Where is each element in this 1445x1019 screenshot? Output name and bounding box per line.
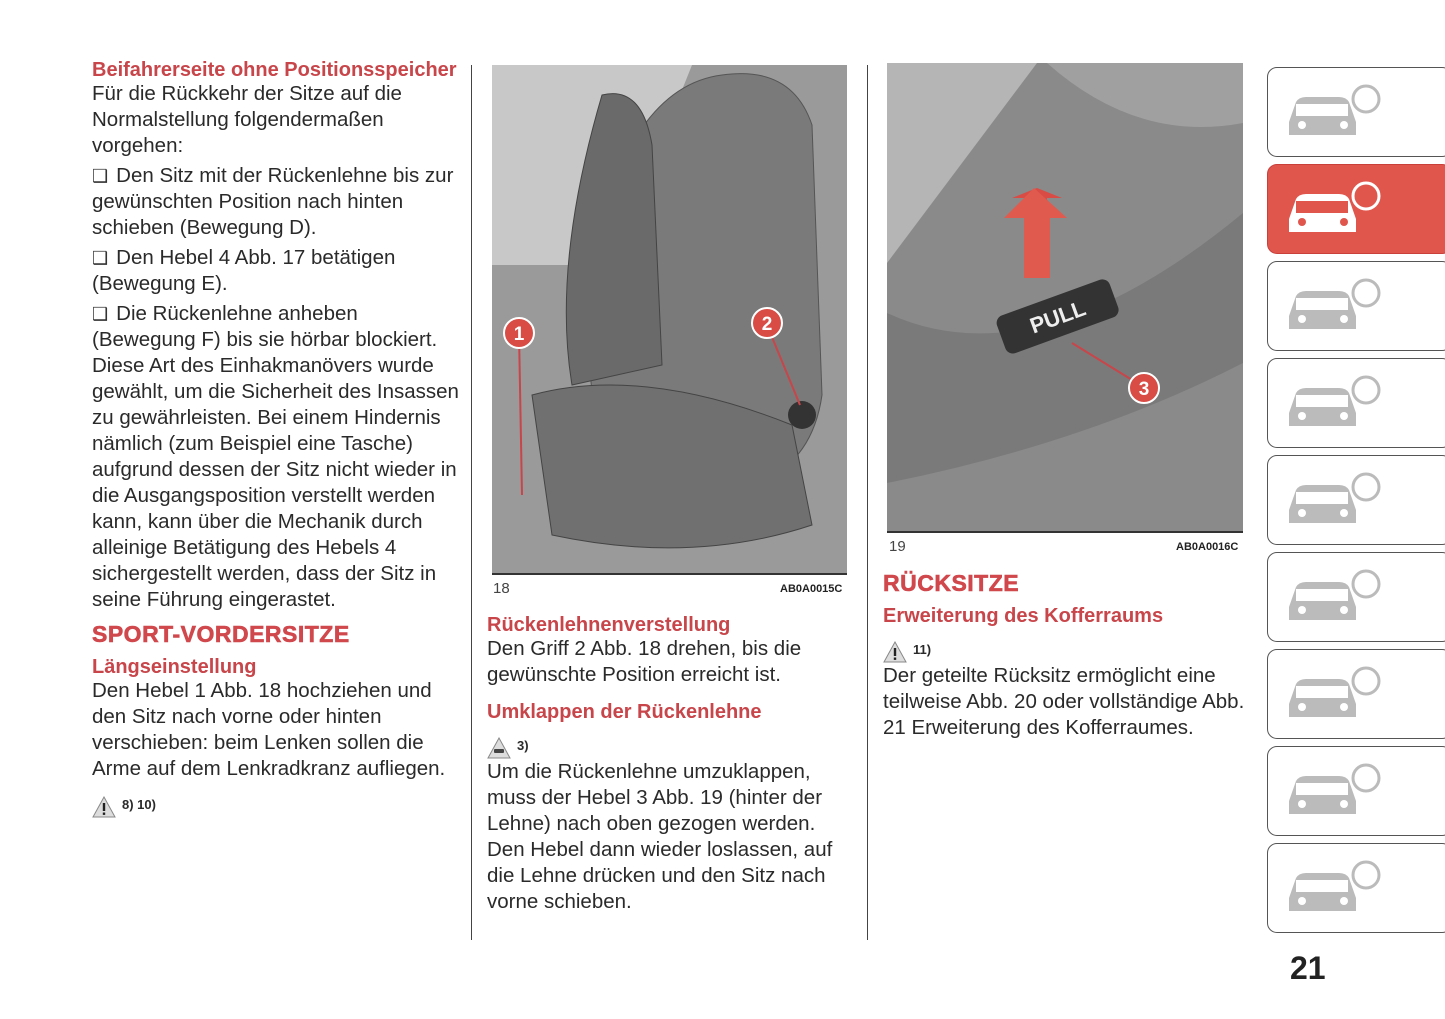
seat-warning-icon [487,737,511,759]
intro-text: Für die Rückkehr der Sitze auf die Normalstellung folgendermaßen vorgehen: [92,82,402,157]
specs-gear-icon [1284,756,1384,826]
figure-18-code: AB0A0015C [780,583,843,595]
note-ref: 11) [913,642,932,657]
figure-18-number: 18 [493,580,510,597]
chapter-tab[interactable] [1267,67,1445,157]
para-laengseinstellung: Den Hebel 1 Abb. 18 hochziehen und den Sitz nach vorne oder hinten verschieben: beim Lenken sollen die Arme auf dem Lenkradkranz aufliegen. [92,679,446,780]
chapter-tab[interactable] [1267,552,1445,642]
heading-umklappen: Umklappen der Rückenlehne [487,701,762,723]
heading-beifahrerseite: Beifahrerseite ohne Positionsspeicher [92,59,457,81]
para-umklappen: Um die Rückenlehne umzuklappen, muss der Hebel 3 Abb. 19 (hinter der Lehne) nach oben gezogen werden. Den Hebel dann wieder loslassen, auf die Lehne drücken und den Sitz nach vorne schieben. [487,760,833,913]
chapter-tab[interactable] [1267,164,1445,254]
figure-19-pull-lever-image [887,63,1243,533]
chapter-tab[interactable] [1267,455,1445,545]
callout-2: 2 [761,314,773,335]
para-erweiterung: Der geteilte Rücksitz ermöglicht eine teilweise Abb. 20 oder vollständige Abb. 21 Erweiterung des Kofferraumes. [883,664,1245,739]
index-search-icon [1284,853,1384,923]
figure-19-number: 19 [889,538,906,555]
car-service-icon [1284,659,1384,729]
column-1 [92,60,462,818]
chapter-tab[interactable] [1267,261,1445,351]
car-warning-icon [1284,562,1384,632]
seat-note [487,733,857,759]
chapter-tab[interactable] [1267,358,1445,448]
note-ref: 8) 10) [122,797,156,812]
bullet-item: ❑ Den Hebel 4 Abb. 17 betätigen (Bewegung E). [92,245,462,297]
warning-icon [883,641,907,663]
note-ref: 3) [517,738,529,753]
para-rueckenlehnenverstellung: Den Griff 2 Abb. 18 drehen, bis die gewünschte Position erreicht ist. [487,637,802,686]
page-number: 21 [1290,950,1326,986]
warning-icon [92,796,116,818]
warning-note [883,637,1253,663]
callout-1: 1 [513,324,525,345]
column-divider [471,65,472,940]
chapter-tab[interactable] [1267,843,1445,933]
heading-laengseinstellung: Längseinstellung [92,656,257,678]
car-search-icon [1284,77,1384,147]
pull-label: PULL [1026,295,1090,339]
callout-3: 3 [1138,379,1150,400]
warning-note [92,792,462,818]
chapter-tab[interactable] [1267,746,1445,836]
column-3 [883,570,1253,745]
section-title-sport-vordersitze: SPORT-VORDERSITZE [92,621,350,647]
key-steering-icon [1284,465,1384,535]
column-divider [867,65,868,940]
column-2 [487,615,857,919]
heading-erweiterung: Erweiterung des Kofferraums [883,605,1164,627]
lights-message-icon [1284,271,1384,341]
car-info-icon [1284,174,1384,244]
section-title-ruecksitze: RÜCKSITZE [883,570,1020,596]
heading-rueckenlehnenverstellung: Rückenlehnenverstellung [487,614,731,636]
bullet-item: ❑ Den Sitz mit der Rückenlehne bis zur gewünschten Position nach hinten schieben (Bewegung D). [92,163,462,241]
safety-icon [1284,368,1384,438]
figure-18-seat-image [492,65,847,575]
bullet-item: ❑ Die Rückenlehne anheben (Bewegung F) bis sie hörbar blockiert. Diese Art des Einhakmanövers wurde gewählt, um die Sicherheit des Insassen zu gewährleisten. Bei einem Hindernis nämlich (zum Beispiel eine Tasche) aufgrund dessen der Sitz nicht wieder in die Ausgangsposition verstellt werden kann, kann über die Mechanik durch alleinige Betätigung des Hebels 4 sichergestellt werden, dass der Sitz in seine Führung eingerastet. [92,301,462,613]
figure-19-code: AB0A0016C [1176,541,1239,553]
chapter-tab[interactable] [1267,649,1445,739]
